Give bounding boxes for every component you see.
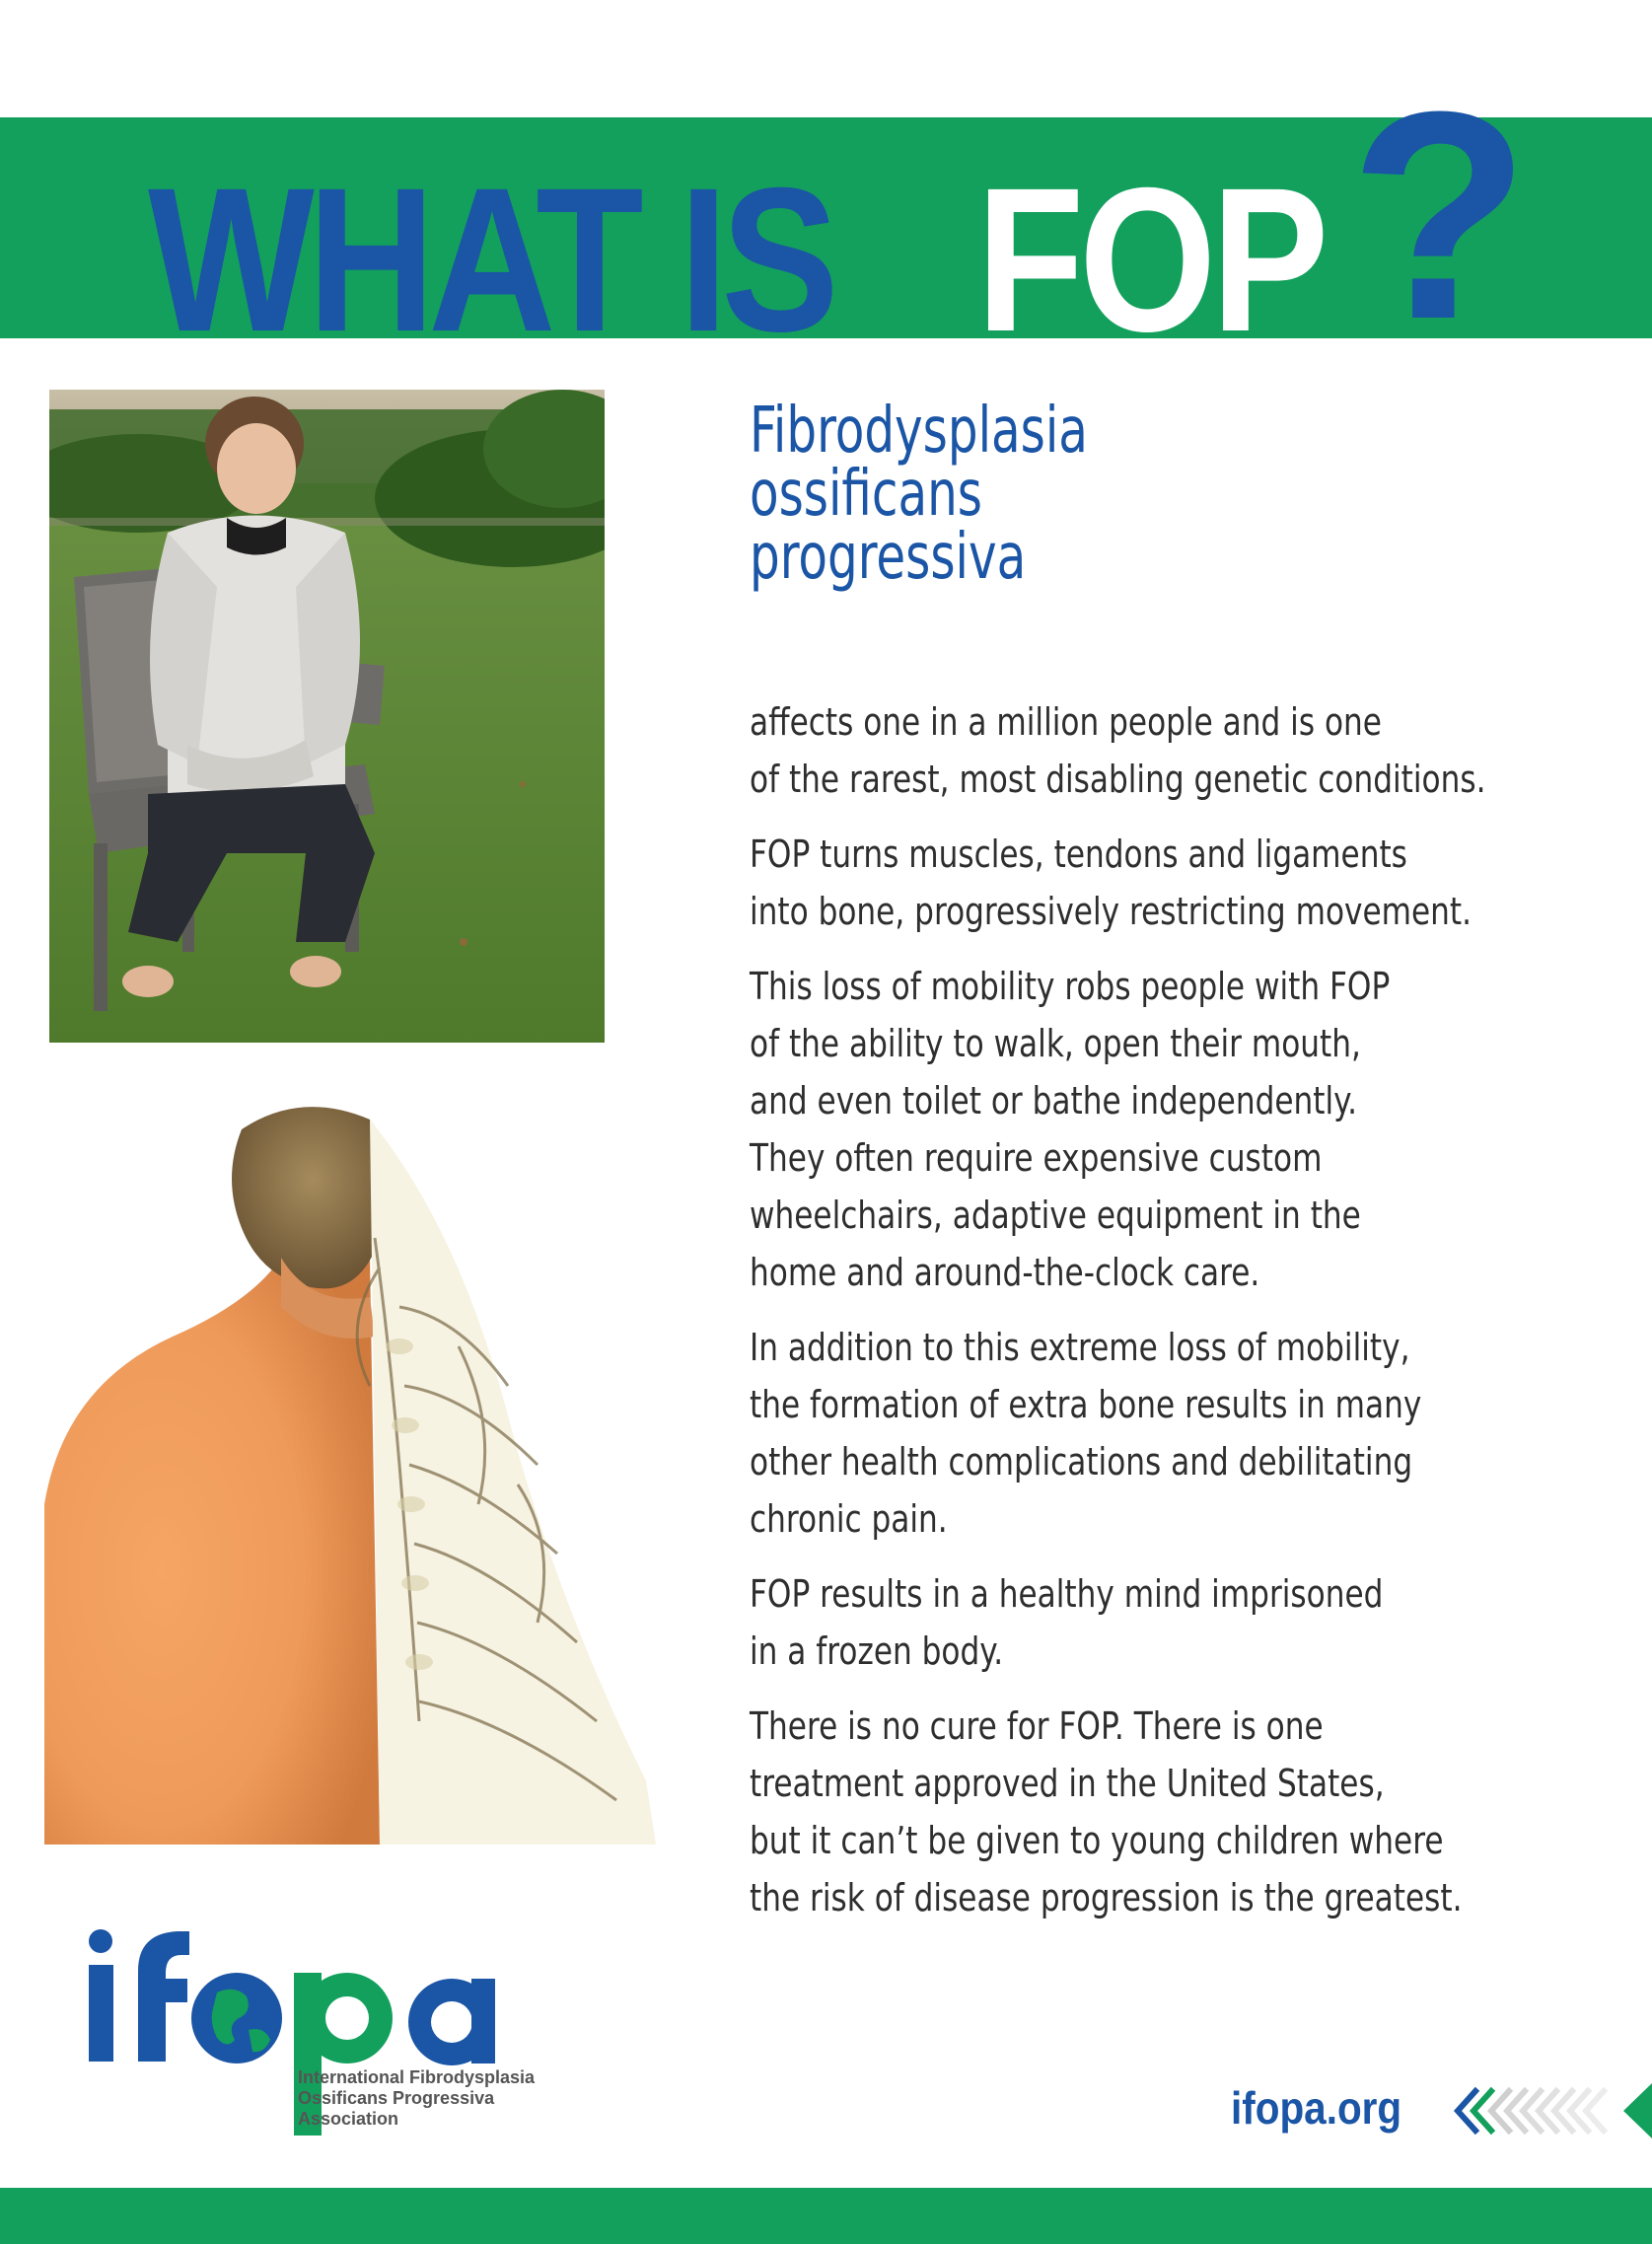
text-line: home and around-the-clock care. <box>750 1251 1260 1294</box>
text-line: FOP turns muscles, tendons and ligaments <box>750 832 1407 876</box>
title-word-fop: FOP <box>976 146 1325 375</box>
text-line: FOP results in a healthy mind imprisoned <box>750 1572 1384 1616</box>
logo-caption-line: International Fibrodysplasia <box>298 2067 536 2087</box>
text-line: affects one in a million people and is one <box>750 700 1382 744</box>
text-line: In addition to this extreme loss of mobility, <box>750 1326 1410 1369</box>
boy-in-chair-photo <box>49 390 605 1043</box>
text-line: the formation of extra bone results in many <box>750 1383 1422 1426</box>
title-word-what: WHAT <box>148 146 637 375</box>
heading-line: Fibrodysplasia <box>750 395 1088 468</box>
paragraph-treatment <box>750 1698 1617 1926</box>
footer-bar <box>0 2188 1652 2244</box>
condition-name-heading <box>750 395 1341 594</box>
logo-caption-line: Association <box>298 2109 399 2129</box>
text-line: of the rarest, most disabling genetic conditions. <box>750 758 1486 801</box>
text-line: of the ability to walk, open their mouth, <box>750 1022 1361 1065</box>
text-line: and even toilet or bathe independently. <box>750 1079 1358 1122</box>
text-line: into bone, progressively restricting movement. <box>750 890 1472 933</box>
chevron-arrows-icon <box>1448 2081 1652 2140</box>
page-title <box>148 49 1627 381</box>
text-line: They often require expensive custom <box>750 1136 1323 1180</box>
logo-caption-line: Ossificans Progressiva <box>298 2088 495 2108</box>
logo-organization-name <box>298 2067 594 2130</box>
website-url: ifopa.org <box>1231 2082 1402 2134</box>
title-word-what-is <box>148 143 832 379</box>
text-line: There is no cure for FOP. There is one <box>750 1704 1324 1748</box>
description-body <box>750 693 1617 1944</box>
heading-line: progressiva <box>750 521 1027 594</box>
heading-line: ossificans <box>750 458 982 531</box>
paragraph-frozen-body <box>750 1565 1617 1680</box>
text-line: in a frozen body. <box>750 1629 1004 1673</box>
text-line: other health complications and debilitating <box>750 1440 1413 1484</box>
text-line: but it can’t be given to young children where <box>750 1819 1444 1862</box>
text-line: This loss of mobility robs people with FOP <box>750 965 1391 1008</box>
text-line: wheelchairs, adaptive equipment in the <box>750 1194 1361 1237</box>
title-question-mark: ? <box>1349 49 1531 381</box>
paragraph-complications <box>750 1319 1617 1548</box>
text-line: treatment approved in the United States, <box>750 1762 1385 1805</box>
text-line: chronic pain. <box>750 1497 948 1541</box>
spine-bone-illustration <box>44 1090 695 1845</box>
shoulder-bones-illustration <box>44 1090 695 1845</box>
text-line: the risk of disease progression is the greatest. <box>750 1876 1463 1919</box>
paragraph-prevalence <box>750 693 1617 808</box>
boy-photo-illustration <box>49 390 605 1043</box>
paragraph-mechanism <box>750 826 1617 940</box>
paragraph-mobility <box>750 958 1617 1301</box>
title-word-is: IS <box>679 146 832 375</box>
